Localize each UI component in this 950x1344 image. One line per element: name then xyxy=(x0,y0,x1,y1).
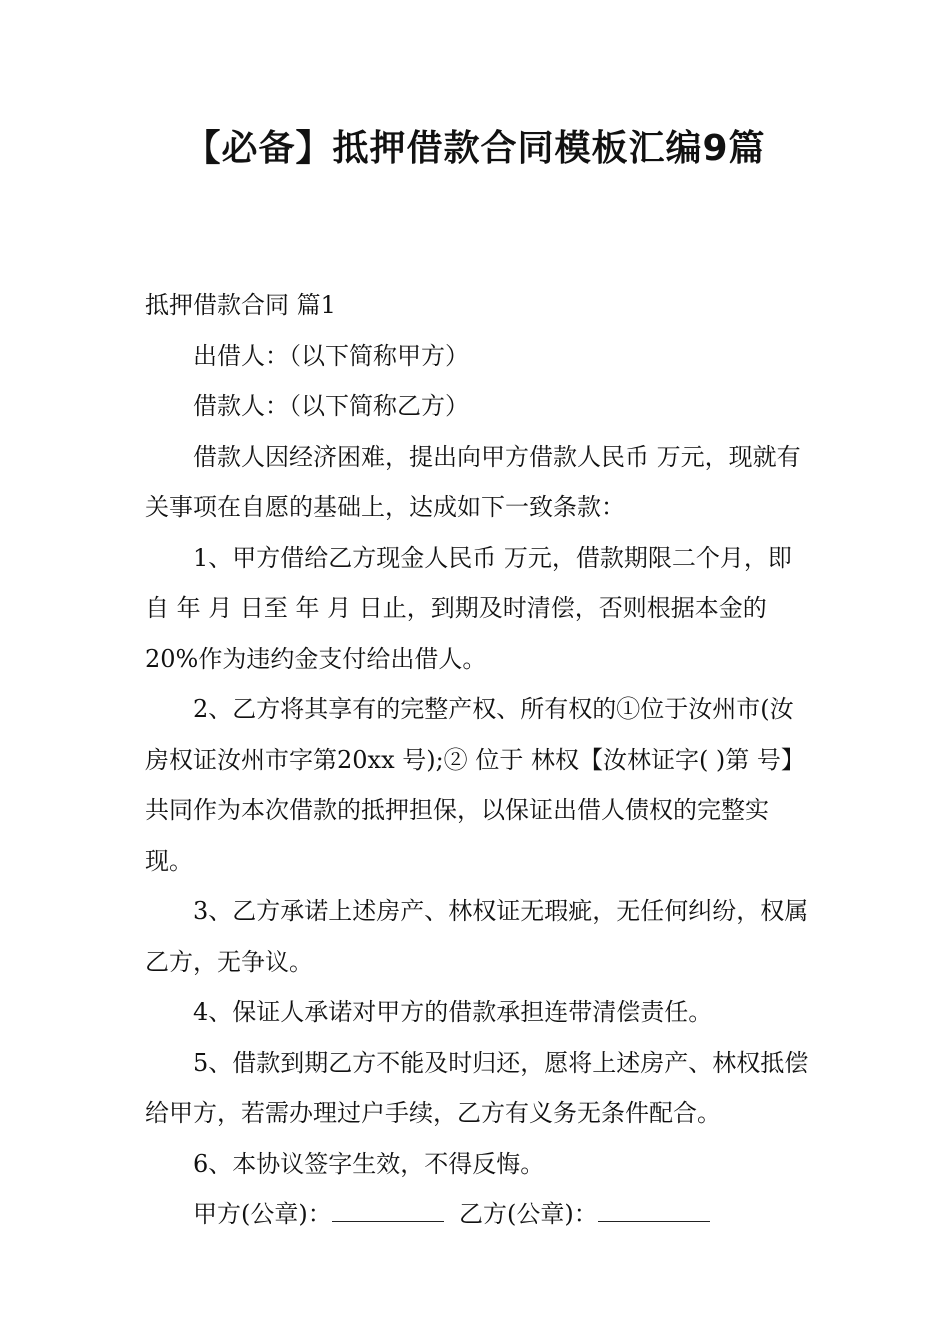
signature-line xyxy=(145,1189,810,1240)
party-b-signature-blank xyxy=(598,1203,710,1222)
clause-3: 3、乙方承诺上述房产、林权证无瑕疵，无任何纠纷，权属乙方，无争议。 xyxy=(145,897,809,976)
document-body xyxy=(145,280,810,1240)
clause-4: 4、保证人承诺对甲方的借款承担连带清偿责任。 xyxy=(193,998,713,1026)
paragraph-borrower: 借款人：（以下简称乙方） xyxy=(193,392,469,420)
party-a-seal-label: 甲方(公章)： xyxy=(193,1200,332,1228)
paragraph-intro: 借款人因经济困难，提出向甲方借款人民币 万元，现就有关事项在自愿的基础上，达成如下一致条款： xyxy=(145,442,801,521)
party-b-seal-label: 乙方(公章)： xyxy=(459,1200,598,1228)
clause-1: 1、甲方借给乙方现金人民币 万元，借款期限二个月，即自 年 月 日至 年 月 日止，到期及时清偿，否则根据本金的20%作为违约金支付给出借人。 xyxy=(145,543,792,673)
section-heading: 抵押借款合同 篇1 xyxy=(145,291,336,319)
party-a-signature-blank xyxy=(332,1203,444,1222)
clause-6: 6、本协议签字生效，不得反悔。 xyxy=(193,1149,545,1178)
paragraph-lender: 出借人：（以下简称甲方） xyxy=(193,341,469,370)
clause-5: 5、借款到期乙方不能及时归还，愿将上述房产、林权抵偿给甲方，若需办理过户手续，乙方有义务无条件配合。 xyxy=(145,1048,809,1127)
clause-2: 2、乙方将其享有的完整产权、所有权的①位于汝州市(汝房权证汝州市字第20xx 号);② 位于 林权【汝林证字( )第 号】共同作为本次借款的抵押担保，以保证出借人债权的完整实现。 xyxy=(145,695,805,875)
document-title: 【必备】抵押借款合同模板汇编9篇 xyxy=(184,128,766,169)
